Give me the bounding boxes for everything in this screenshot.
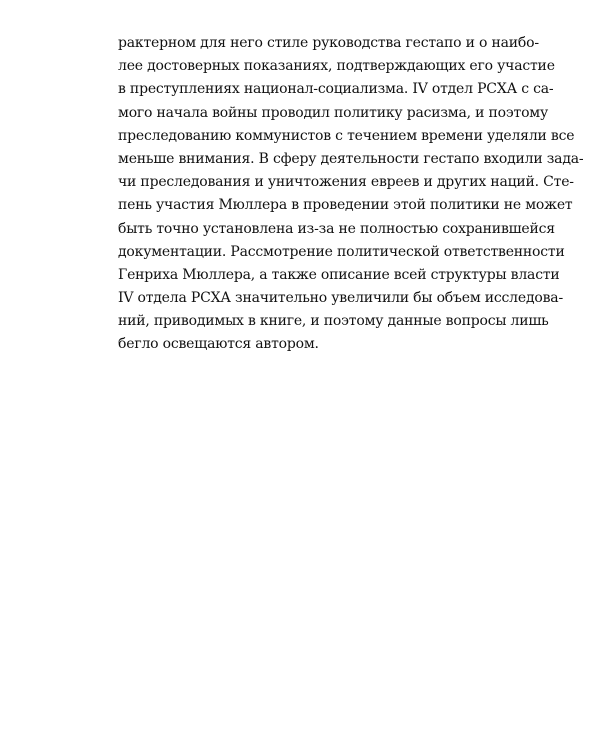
text-line: чи преследования и уничтожения евреев и других наций. Сте- bbox=[118, 174, 574, 191]
text-line: мого начала войны проводил политику расизма, и поэтому bbox=[118, 104, 549, 121]
text-line: Генриха Мюллера, а также описание всей структуры власти bbox=[118, 266, 560, 283]
text-line: быть точно установлена из-за не полностью сохранившейся bbox=[118, 220, 555, 237]
text-line: пень участия Мюллера в проведении этой политики не может bbox=[118, 197, 573, 214]
text-line: бегло освещаются автором. bbox=[118, 336, 319, 353]
text-line: рактерном для него стиле руководства гестапо и о наибо- bbox=[118, 35, 539, 51]
text-line: преследованию коммунистов с течением времени уделяли все bbox=[118, 127, 575, 144]
text-line: в преступлениях национал-социализма. IV отдел РСХА с са- bbox=[118, 81, 554, 98]
text-line: IV отдела РСХА значительно увеличили бы объем исследова- bbox=[118, 290, 563, 307]
text-line: документации. Рассмотрение политической ответственности bbox=[118, 243, 565, 260]
body-paragraph bbox=[118, 32, 584, 357]
text-line: лее достоверных показаниях, подтверждающих его участие bbox=[118, 58, 555, 75]
text-line: меньше внимания. В сферу деятельности гестапо входили зада- bbox=[118, 150, 584, 167]
text-line: ний, приводимых в книге, и поэтому данные вопросы лишь bbox=[118, 313, 549, 330]
